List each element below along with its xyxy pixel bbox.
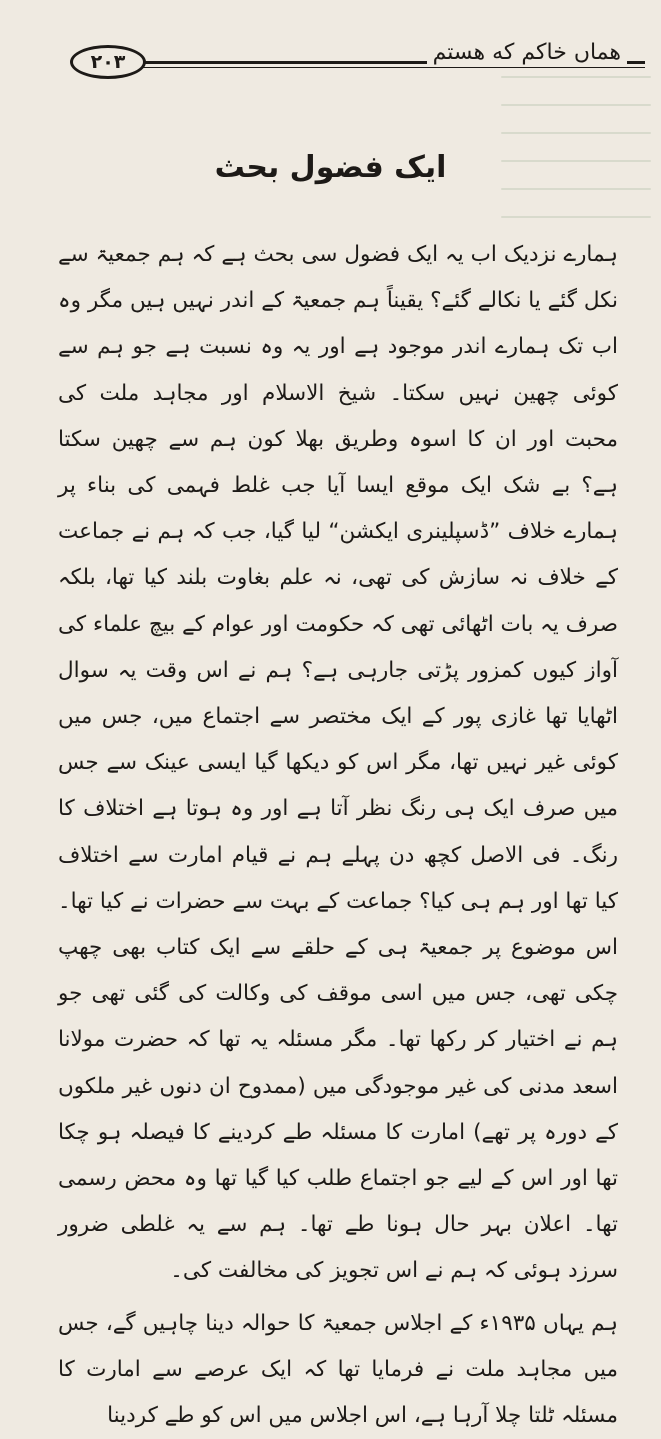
body-text — [58, 232, 618, 1439]
chapter-title: ایک فضول بحث — [214, 150, 447, 185]
paragraph-1: ہمارے نزدیک اب یہ ایک فضول سی بحث ہے کہ ہم جمعیۃ سے نکل گئے یا نکالے گئے؟ یقیناً ہم جمعیۃ کے اندر نہیں ہیں مگر وہ اب تک ہمارے اندر موجود ہے اور یہ وہ نسبت ہے جو ہم سے کوئی چھین نہیں سکتا۔ شیخ الاسلام اور مجاہد ملت کی محبت اور ان کا اسوہ وطریق بھلا کون ہم سے چھین سکتا ہے؟ بے شک ایک موقع ایسا آیا جب غلط فہمی کی بناء پر ہمارے خلاف ”ڈسپلینری ایکشن“ لیا گیا، جب کہ ہم نے جماعت کے خلاف نہ سازش کی تھی، نہ علم بغاوت بلند کیا تھا، بلکہ صرف یہ بات اٹھائی تھی کہ حکومت اور عوام کے بیچ علماء کی آواز کیوں کمزور پڑتی جارہی ہے؟ ہم نے اس وقت یہ سوال اٹھایا تھا غازی پور کے ایک مختصر سے اجتماع میں، جس میں کوئی غیر نہیں تھا، مگر اس کو دیکھا گیا ایسی عینک سے جس میں صرف ایک ہی رنگ نظر آتا ہے اور وہ ہوتا ہے اختلاف کا رنگ۔ فی الاصل کچھ دن پہلے ہم نے قیام امارت سے اختلاف کیا تھا اور ہم ہی کیا؟ جماعت کے بہت سے حضرات نے کیا تھا۔ اس موضوع پر جمعیۃ ہی کے حلقے سے ایک کتاب بھی چھپ چکی تھی، جس میں اسی موقف کی وکالت کی گئی تھی جو ہم نے اختیار کر رکھا تھا۔ مگر مسئلہ یہ تھا کہ حضرت مولانا اسعد مدنی کی غیر موجودگی میں (ممدوح ان دنوں غیر ملکوں کے دورہ پر تھے) امارت کا مسئلہ طے کردینے کا فیصلہ ہو چکا تھا اور اس کے لیے جو اجتماع طلب کیا گیا تھا وہ محض رسمی تھا۔ اعلان بہر حال ہونا طے تھا۔ ہم سے یہ غلطی ضرور سرزد ہوئی کہ ہم نے اس تجویز کی مخالفت کی۔ — [58, 242, 618, 1284]
header-rule-thin — [140, 67, 645, 68]
book-title: هماں خاکم که هستم — [427, 40, 627, 65]
paragraph-2: ہم یہاں ۱۹۳۵ء کے اجلاس جمعیۃ کا حوالہ دینا چاہیں گے، جس میں مجاہد ملت نے فرمایا تھا کہ ایک عرصے سے امارت کا مسئلہ ٹلتا چلا آرہا ہے، اس اجلاس میں اس کو طے کردینا — [58, 1310, 619, 1429]
page-number: ۲۰۳ — [70, 45, 146, 79]
page-header — [70, 40, 645, 90]
